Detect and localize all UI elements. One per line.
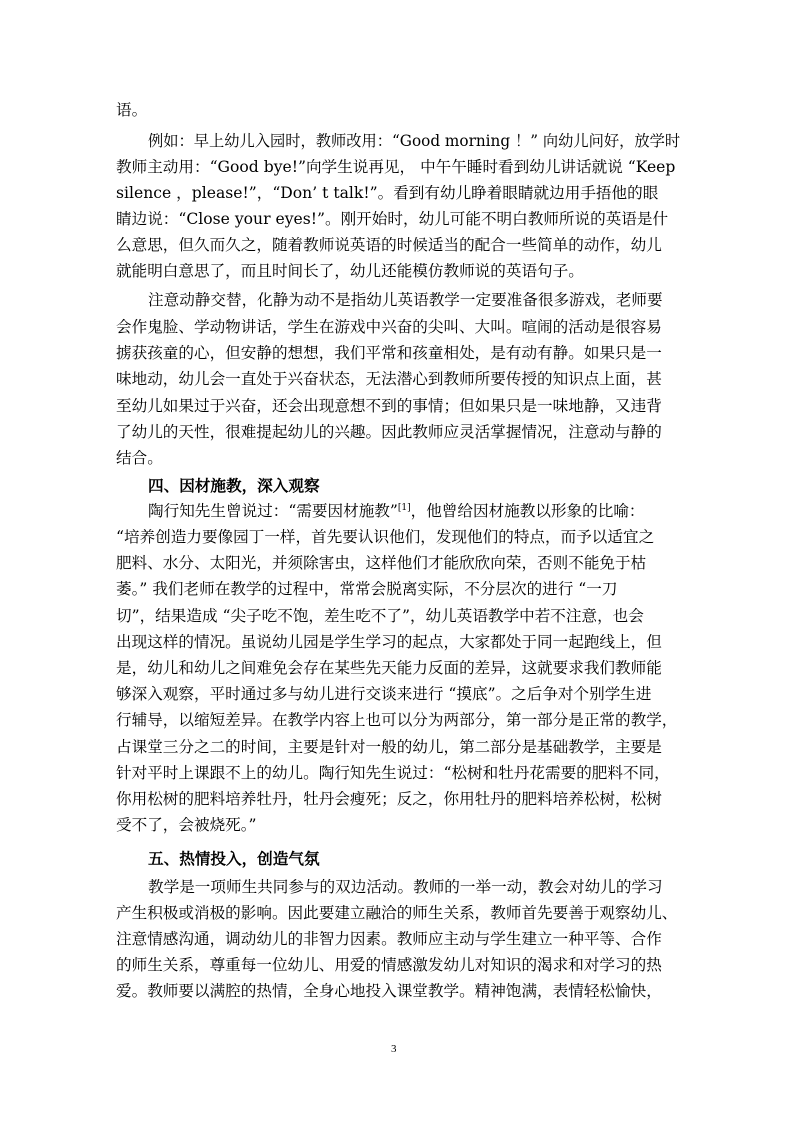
text-line: 语。 <box>116 101 148 119</box>
text-line: 例如：早上幼儿入园时，教师改用：“Good morning ！” 向幼儿问好，放学时 <box>148 132 681 150</box>
text-line: 掳获孩童的心，但安静的想想，我们平常和孩童相处，是有动有静。如果只是一 <box>116 344 662 362</box>
text-line: 占课堂三分之二的时间，主要是针对一般的幼儿，第二部分是基础教学，主要是 <box>116 738 662 756</box>
text-line: 注意动静交替，化静为动不是指幼儿英语教学一定要准备很多游戏，老师要 <box>148 291 663 309</box>
text-line: 么意思，但久而久之，随着教师说英语的时候适当的配合一些简单的动作，幼儿 <box>116 236 662 254</box>
text-segment: 陶行知先生曾说过：“需要因材施教” <box>148 502 398 520</box>
text-line: “培养创造力要像园丁一样，首先要认识他们，发现他们的特点，而予以适宜之 <box>116 528 655 546</box>
text-line: 味地动，幼儿会一直处于兴奋状态，无法潜心到教师所要传授的知识点上面，甚 <box>116 370 662 388</box>
text-line: 受不了，会被烧死。” <box>116 816 257 834</box>
text-line: 教学是一项师生共同参与的双边活动。教师的一举一动，教会对幼儿的学习 <box>148 878 663 896</box>
text-line: 产生积极或消极的影响。因此要建立融洽的师生关系，教师首先要善于观察幼儿、 <box>116 904 678 922</box>
text-line: 结合。 <box>116 449 163 467</box>
text-line: 萎。” 我们老师在教学的过程中，常常会脱离实际，不分层次的进行 “一刀 <box>116 580 618 598</box>
text-line: silence ，please!”，“Don’ t talk!”。看到有幼儿睁着眼睛就边用手捂他的眼 <box>116 184 659 202</box>
text-line <box>148 501 645 521</box>
page-number: 3 <box>391 1043 397 1055</box>
section-heading: 五、热情投入，创造气氛 <box>148 849 320 868</box>
text-line: 是，幼儿和幼儿之间难免会存在某些先天能力反面的差异，这就要求我们教师能 <box>116 659 662 677</box>
text-line: 针对平时上课跟不上的幼儿。陶行知先生说过：“松树和牡丹花需要的肥料不同， <box>116 764 670 782</box>
section-heading: 四、因材施教，深入观察 <box>148 476 320 495</box>
text-line: 你用松树的肥料培养牡丹，牡丹会瘦死；反之，你用牡丹的肥料培养松树，松树 <box>116 790 662 808</box>
text-line: 切”，结果造成 “尖子吃不饱，差生吃不了”，幼儿英语教学中若不注意，也会 <box>116 607 644 625</box>
text-line: 够深入观察，平时通过多与幼儿进行交谈来进行 “摸底”。之后争对个别学生进 <box>116 685 652 703</box>
text-line: 就能明白意思了，而且时间长了，幼儿还能模仿教师说的英语句子。 <box>116 262 584 280</box>
text-line: 爱。教师要以满腔的热情，全身心地投入课堂教学。精神饱满，表情轻松愉快， <box>116 982 662 1000</box>
citation-marker: [1] <box>397 502 411 513</box>
text-line: 出现这样的情况。虽说幼儿园是学生学习的起点，大家都处于同一起跑线上，但 <box>116 633 662 651</box>
text-line: 的师生关系，尊重每一位幼儿、用爱的情感激发幼儿对知识的渴求和对学习的热 <box>116 956 662 974</box>
text-line: 睛边说：“Close your eyes!”。刚开始时，幼儿可能不明白教师所说的英语是什 <box>116 210 669 228</box>
text-line: 注意情感沟通，调动幼儿的非智力因素。教师应主动与学生建立一种平等、合作 <box>116 930 662 948</box>
text-line: 教师主动用：“Good bye!”向学生说再见， 中午午睡时看到幼儿讲话就说 “Keep <box>116 158 676 176</box>
text-line: 会作鬼脸、学动物讲话，学生在游戏中兴奋的尖叫、大叫。喧闹的活动是很容易 <box>116 318 662 336</box>
text-line: 肥料、水分、太阳光，并须除害虫，这样他们才能欣欣向荣，否则不能免于枯 <box>116 554 647 572</box>
text-line: 了幼儿的天性，很难提起幼儿的兴趣。因此教师应灵活掌握情况，注意动与静的 <box>116 423 662 441</box>
text-line: 行辅导，以缩短差异。在教学内容上也可以分为两部分，第一部分是正常的教学， <box>116 711 678 729</box>
text-line: 至幼儿如果过于兴奋，还会出现意想不到的事情；但如果只是一味地静，又违背 <box>116 397 662 415</box>
text-segment: ，他曾给因材施教以形象的比喻： <box>410 502 645 520</box>
